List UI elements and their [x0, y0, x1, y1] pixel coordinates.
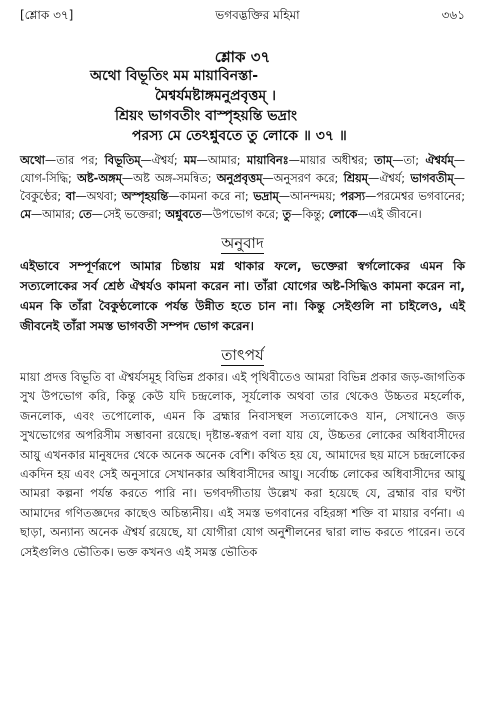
- synonym-word: অশ্নুবতে: [165, 208, 202, 221]
- purport-heading: [20, 344, 465, 366]
- synonym-meaning: —আমার;: [30, 208, 79, 221]
- translation-title: অনুবাদ: [221, 234, 264, 252]
- synonym-meaning: —ঐশ্বর্য;: [367, 172, 411, 185]
- synonym-meaning: —আমার;: [196, 154, 247, 167]
- synonym-word: তাম্: [374, 154, 393, 167]
- synonym-word: অষ্ট-অঙ্গম্: [77, 172, 122, 185]
- synonym-word: বিভূতিম্: [104, 154, 141, 167]
- purport-title: তাৎপর্য: [221, 346, 264, 364]
- synonym-word: ঐশ্বর্যম্: [425, 154, 454, 167]
- synonym-meaning: —সেই ভক্তেরা;: [91, 208, 166, 221]
- verse-title: শ্লোক ৩৭: [214, 48, 271, 66]
- synonym-word: বা: [65, 190, 76, 203]
- synonym-meaning: —বৈকুণ্ঠের;: [20, 172, 465, 203]
- header-page-number: ৩৬১: [441, 8, 465, 22]
- synonym-meaning: —অথবা;: [75, 190, 122, 203]
- running-header: [20, 6, 465, 28]
- synonym-meaning: —অষ্ট অঙ্গ-সমন্বিত;: [121, 172, 217, 185]
- synonym-word: অথো: [20, 154, 45, 167]
- header-verse-ref: [শ্লোক ৩৭]: [20, 8, 74, 22]
- word-synonyms: [20, 152, 465, 224]
- synonym-word: অস্পৃহয়ন্তি: [121, 190, 169, 203]
- header-chapter-title: ভগবদ্ভক্তির মহিমা: [215, 8, 300, 22]
- synonym-meaning: —কামনা করে না;: [168, 190, 254, 203]
- synonym-word: মে: [20, 208, 31, 221]
- synonym-word: মম: [183, 154, 197, 167]
- synonym-word: অনুপ্রবৃত্তম্: [216, 172, 263, 185]
- synonym-word: শ্রিয়ম্: [343, 172, 368, 185]
- synonym-meaning: —তা;: [392, 154, 426, 167]
- synonym-meaning: —তার পর;: [44, 154, 105, 167]
- verse-line: শ্রিয়ং ভাগবতীং বাস্পৃহয়ন্তি ভদ্রাং: [115, 108, 298, 124]
- synonym-meaning: —আনন্দময়;: [278, 190, 341, 203]
- synonym-word: মায়াবিনঃ: [246, 154, 289, 167]
- synonym-word: ভদ্রাম্: [253, 190, 279, 203]
- verse-line: মৈশ্বর্যমষ্টাঙ্গমনুপ্রবৃত্তম্ ।: [155, 88, 277, 104]
- synonym-meaning: —যোগ-সিদ্ধি;: [20, 154, 465, 185]
- synonym-word: ভাগবতীম্: [410, 172, 454, 185]
- synonym-meaning: —কিন্তু;: [290, 208, 329, 221]
- purport-text: মায়া প্রদত্ত বিভূতি বা ঐশ্বর্যসমূহ বিভিন্ন প্রকার। এই পৃথিবীতেও আমরা বিভিন্ন প্রকার জড়-জাগতিক সুখ উপভোগ করি, কিন্তু কেউ যদি চন্দ্রলোক, সূর্যলোক অথবা তার থেকেও উচ্চতর মহর্লোক, জনলোক, এবং তপোলোক, এমন কি ব্রহ্মার নিবাসস্থল সত্যলোকেও যান, সেখানেও জড় সুখভোগের অপরিসীম সম্ভাবনা রয়েছে। দৃষ্টান্ত-স্বরূপ বলা যায় যে, উচ্চতর লোকের অধিবাসীদের আয়ু এখনকার মানুষদের থেকে অনেক অনেক বেশি। কথিত হয় যে, আমাদের ছয় মাসে চন্দ্রলোকের একদিন হয় এবং সেই অনুসারে সেখানকার অধিবাসীদের আয়ু। সর্বোচ্চ লোকের অধিবাসীদের আয়ু আমরা কল্পনা পর্যন্ত করতে পারি না। ভগবদ্গীতায় উল্লেখ করা হয়েছে যে, ব্রহ্মার বার ঘণ্টা আমাদের গণিতজ্ঞদের কাছেও অচিন্ত্যনীয়। এই সমস্ত ভগবানের বহিরঙ্গা শক্তি বা মায়ার বর্ণনা। এ ছাড়া, অন্যান্য অনেক ঐশ্বর্য রয়েছে, যা যোগীরা যোগ অনুশীলনের দ্বারা লাভ করতে পারেন। তবে সেইগুলিও ভৌতিক। ভক্ত কখনও এই সমস্ত ভৌতিক: [20, 370, 465, 559]
- synonym-meaning: —অনুসরণ করে;: [262, 172, 344, 185]
- synonym-meaning: —এই জীবনে।: [357, 208, 422, 221]
- synonym-word: লোকে: [328, 208, 358, 221]
- verse-text: [20, 66, 465, 146]
- verse-line: পরস্য মে তেঽশ্নুবতে তু লোকে ॥ ৩৭ ॥: [132, 128, 347, 144]
- synonym-meaning: —পরমেশ্বর ভগবানের;: [365, 190, 466, 203]
- synonym-meaning: —উপভোগ করে;: [201, 208, 283, 221]
- synonym-word: তু: [282, 208, 291, 221]
- synonym-word: তে: [78, 208, 92, 221]
- translation-text: এইভাবে সম্পূর্ণরূপে আমার চিন্তায় মগ্ন থাকার ফলে, ভক্তেরা স্বর্গলোকের এমন কি সত্যলোকের সর্ব শ্রেষ্ঠ ঐশ্বর্যও কামনা করেন না। তাঁরা যোগের অষ্ট-সিদ্ধিও কামনা করেন না, এমন কি তাঁরা বৈকুণ্ঠলোকে পর্যন্ত উন্নীত হতে চান না। কিন্তু সেইগুলি না চাইলেও, এই জীবনেই তাঁরা সমস্ত ভাগবতী সম্পদ ভোগ করেন।: [20, 259, 465, 333]
- translation-heading: [20, 232, 465, 254]
- synonym-meaning: —ঐশ্বর্য;: [140, 154, 184, 167]
- verse-line: অথো বিভূতিং মম মায়াবিনস্তা-: [90, 68, 259, 84]
- synonym-word: পরস্য: [340, 190, 366, 203]
- synonym-meaning: —মায়ার অধীশ্বর;: [288, 154, 375, 167]
